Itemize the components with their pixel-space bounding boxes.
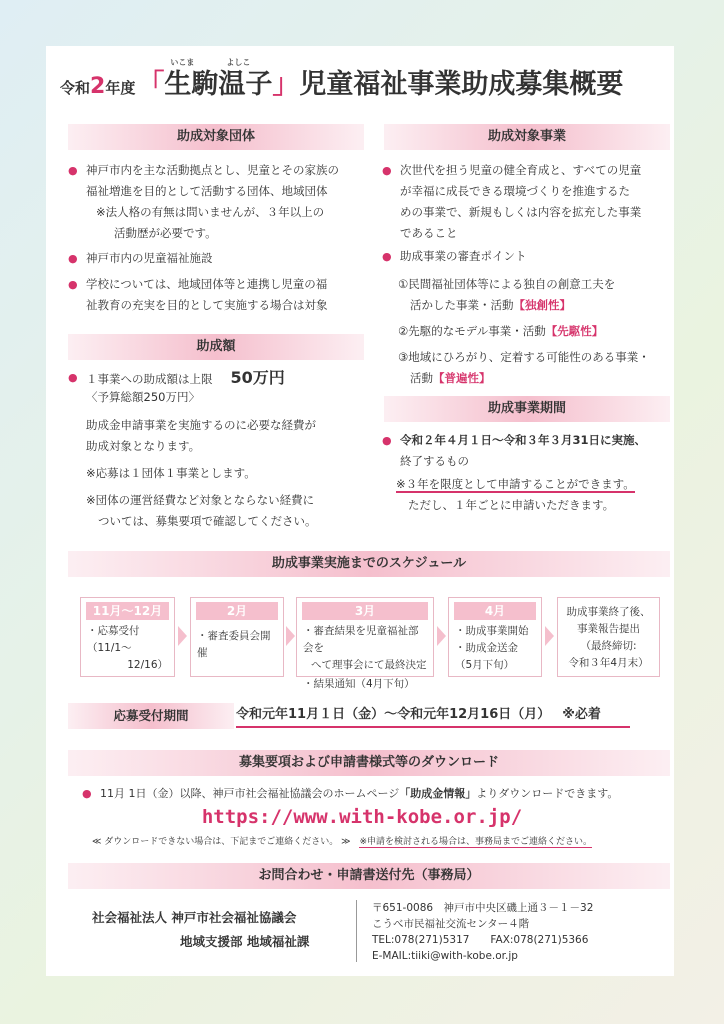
schedule-step-4-l2: ・助成金送金 (455, 642, 518, 654)
schedule-step-3-l2: へて理事会にて最終決定 (311, 659, 427, 671)
heading-download: 募集要項および申請書様式等のダウンロード (68, 750, 670, 776)
review-point-2-tag: 【先駆性】 (545, 324, 604, 338)
title-prefix: 令和 (60, 79, 91, 97)
target-project-b1-l4: であること (400, 226, 458, 240)
amount-paragraph (86, 415, 366, 532)
review-point-3-l1: ③地域にひろがり、定着する可能性のある事業・ (398, 350, 650, 364)
title-ruby-2: よしこ (226, 58, 251, 67)
schedule-step-1-head: 11月～12月 (86, 602, 169, 620)
amount-p3-l1: ※団体の運営経費など対象とならない経費に (86, 493, 315, 507)
contact-org (92, 906, 352, 954)
download-note-2: ※申請を検討される場合は、事務局までご連絡ください。 (359, 837, 592, 847)
period-note-l2: ただし、１年ごとに申請いただきます。 (408, 498, 615, 512)
period-b1-l2: 終了するもの (400, 454, 469, 468)
heading-amount: 助成額 (68, 334, 364, 360)
schedule-step-5 (557, 597, 660, 677)
heading-period: 助成事業期間 (384, 396, 670, 422)
amount-p3-l2: ついては、募集要項で確認してください。 (98, 514, 317, 528)
period-note (396, 474, 672, 516)
review-point-1-l2 (398, 295, 672, 316)
schedule-step-2 (190, 597, 284, 677)
contact-addr-2: こうべ市民福祉交流センター４階 (372, 918, 530, 930)
target-org-b1-l3: ※法人格の有無は問いませんが、３年以上の (96, 205, 325, 219)
contact-address (372, 900, 672, 964)
amount-bullet-1 (86, 367, 366, 408)
schedule-step-4 (448, 597, 542, 677)
heading-contact: お問合わせ・申請書送付先（事務局） (68, 863, 670, 889)
target-project-b1-l1: ● 次世代を担う児童の健全育成と、すべての児童 (400, 163, 642, 177)
schedule-step-5-l3: （最終締切: (580, 640, 637, 652)
schedule-step-4-l1: ・助成事業開始 (455, 625, 529, 637)
download-text-prefix: 11月 1日（金）以降、神戸市社会福祉協議会のホームページ (100, 787, 400, 800)
download-text (100, 783, 680, 804)
period-bullet-1 (400, 430, 672, 472)
heading-target-org: 助成対象団体 (68, 124, 364, 150)
schedule-step-2-l1: ・審査委員会開催 (197, 630, 271, 659)
period-b1-l1: ● 令和２年４月１日～令和３年３月31日に実施、 (400, 433, 647, 447)
review-point-3-l2-text: 活動 (410, 371, 433, 385)
contact-email[interactable]: E-MAIL:tiiki@with-kobe.or.jp (372, 950, 518, 962)
download-url-link[interactable]: https://www.with-kobe.or.jp/ (201, 806, 523, 828)
amount-p1-l1: 助成金申請事業を実施するのに必要な経費が (86, 418, 316, 432)
review-point-2 (398, 321, 672, 342)
schedule-step-1 (80, 597, 175, 677)
download-notes (92, 834, 652, 847)
amount-b1-total: 〈予算総額250万円〉 (86, 390, 200, 404)
schedule-step-1-l1: ・応募受付 (87, 625, 140, 637)
target-org-bullet-1 (86, 160, 366, 244)
title-year: 2 (90, 74, 106, 99)
application-note: ※必着 (562, 707, 601, 722)
download-text-link[interactable]: 「助成金情報」 (399, 787, 477, 800)
target-org-bullet-2 (86, 248, 366, 269)
schedule-step-1-l3: 12/16） (127, 659, 168, 671)
period-note-l1: ※３年を限度として申請することができます。 (396, 477, 635, 491)
target-org-bullet-3 (86, 274, 366, 316)
title-rest: 児童福祉事業助成募集概要 (299, 69, 624, 100)
contact-divider (356, 900, 357, 962)
title-open-quote: 「 (137, 69, 165, 100)
review-point-1-tag: 【独創性】 (513, 298, 571, 312)
contact-tel: TEL:078(271)5317 FAX:078(271)5366 (372, 934, 589, 946)
contact-addr-1: 〒651-0086 神戸市中央区磯上通３－１－32 (372, 902, 594, 914)
target-org-b3-l1: ● 学校については、地域団体等と連携し児童の福 (86, 277, 328, 291)
target-project-bullet-2 (400, 246, 672, 267)
target-project-b2: ● 助成事業の審査ポイント (400, 249, 527, 263)
schedule-step-3 (296, 597, 434, 690)
download-text-suffix: よりダウンロードできます。 (476, 787, 619, 800)
review-points (398, 274, 672, 389)
title-name (164, 58, 273, 100)
review-point-1-l1: ①民間福祉団体等による独自の創意工夫を (398, 277, 616, 291)
schedule-step-5-l4: 令和３年4月末） (568, 657, 649, 669)
schedule-step-5-l1: 助成事業終了後、 (566, 606, 651, 618)
review-point-1-l2-text: 活かした事業・活動 (410, 298, 514, 312)
target-org-b1-l4: 活動歴が必要です。 (114, 226, 217, 240)
schedule-step-4-l3: （5月下旬） (455, 659, 515, 671)
amount-b1-amount: 50万円 (230, 368, 285, 387)
schedule-step-5-l2: 事業報告提出 (577, 623, 640, 635)
application-period (236, 704, 630, 728)
contact-org-l2: 地域支援部 地域福祉課 (180, 934, 310, 949)
target-project-b1-l2: が幸福に成長できる環境づくりを推進するた (400, 184, 630, 198)
target-org-b1-l2: 福祉増進を目的として活動する団体、地域団体 (86, 184, 328, 198)
contact-org-l1: 社会福祉法人 神戸市社会福祉協議会 (92, 910, 297, 925)
schedule-arrow-1 (178, 626, 187, 646)
target-org-b2: ● 神戸市内の児童福祉施設 (86, 251, 213, 265)
amount-p1-l2: 助成対象となります。 (86, 439, 201, 453)
schedule-step-4-head: 4月 (454, 602, 536, 620)
download-note-1: ≪ ダウンロードできない場合は、下記までご連絡ください。 ≫ (92, 837, 351, 847)
schedule-arrow-4 (545, 626, 554, 646)
amount-b1-prefix: １事業への助成額は上限 (86, 372, 213, 386)
review-point-3-l2 (398, 368, 672, 389)
review-point-3-tag: 【普遍性】 (433, 371, 491, 385)
heading-schedule: 助成事業実施までのスケジュール (68, 551, 670, 577)
target-org-b3-l2: 祉教育の充実を目的として実施する場合は対象 (86, 298, 328, 312)
heading-target-project: 助成対象事業 (384, 124, 670, 150)
schedule-step-3-head: 3月 (302, 602, 428, 620)
schedule-step-3-l3: ・結果通知（4月下旬） (303, 678, 415, 690)
schedule-step-1-l2: （11/1～ (87, 642, 132, 654)
application-label: 応募受付期間 (68, 703, 234, 729)
page-title (60, 58, 670, 108)
amount-p2: ※応募は１団体１事業とします。 (86, 466, 256, 480)
schedule-step-3-l1: ・審査結果を児童福祉部会を (303, 625, 419, 654)
schedule-arrow-2 (286, 626, 295, 646)
review-point-2-text: ②先駆的なモデル事業・活動 (398, 324, 546, 338)
title-ruby-1: いこま (170, 58, 195, 67)
target-project-b1-l3: めの事業で、新規もしくは内容を拡充した事業 (400, 205, 642, 219)
title-name-text: 生駒温子 (164, 69, 273, 100)
title-prefix2: 年度 (105, 79, 136, 97)
target-project-bullet-1 (400, 160, 672, 244)
title-close-quote: 」 (272, 69, 300, 100)
application-period-text: 令和元年11月１日（金）～令和元年12月16日（月） (236, 707, 551, 722)
target-org-b1-l1: ● 神戸市内を主な活動拠点とし、児童とその家族の (86, 163, 339, 177)
schedule-step-2-head: 2月 (196, 602, 278, 620)
schedule-arrow-3 (437, 626, 446, 646)
